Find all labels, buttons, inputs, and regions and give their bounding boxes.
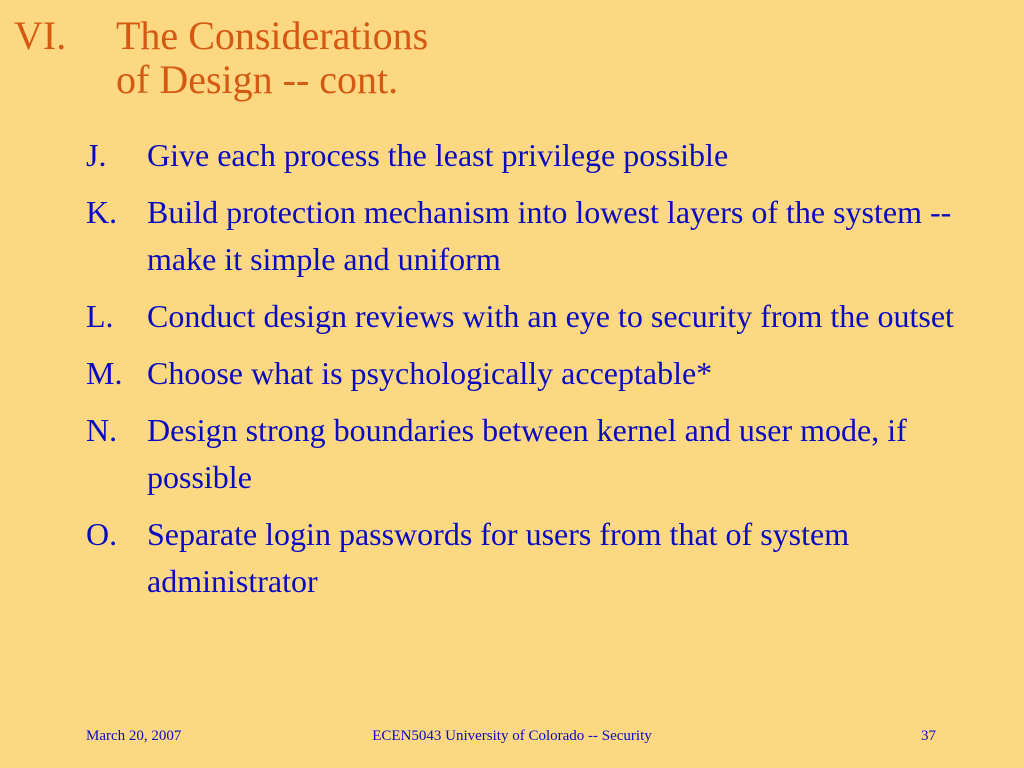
item-letter: J.: [86, 137, 107, 173]
list-item-l: [86, 293, 966, 340]
item-text: Separate login passwords for users from that of system administrator: [147, 516, 850, 599]
list-item-o: [86, 511, 966, 605]
title-line-2: of Design -- cont.: [116, 57, 399, 102]
item-text: Build protection mechanism into lowest layers of the system -- make it simple and uniform: [147, 194, 952, 277]
footer-course: ECEN5043 University of Colorado -- Security: [372, 728, 652, 744]
list-item-j: [86, 132, 966, 179]
item-letter: M.: [86, 355, 123, 391]
item-letter: K.: [86, 194, 118, 230]
list-item-m: [86, 350, 966, 397]
item-letter: O.: [86, 516, 118, 552]
footer-page-number: 37: [921, 728, 936, 744]
title-number: VI.: [14, 13, 67, 58]
item-list: [86, 132, 966, 615]
item-text: Design strong boundaries between kernel and user mode, if possible: [147, 412, 907, 495]
item-letter: N.: [86, 412, 118, 448]
item-text: Conduct design reviews with an eye to security from the outset: [147, 298, 954, 334]
title-line-1: The Considerations: [116, 13, 429, 58]
title-text: [116, 14, 428, 102]
item-letter: L.: [86, 298, 114, 334]
list-item-k: [86, 189, 966, 283]
footer-date: March 20, 2007: [86, 728, 182, 744]
item-text: Give each process the least privilege possible: [147, 137, 729, 173]
list-item-n: [86, 407, 966, 501]
item-text: Choose what is psychologically acceptable*: [147, 355, 713, 391]
